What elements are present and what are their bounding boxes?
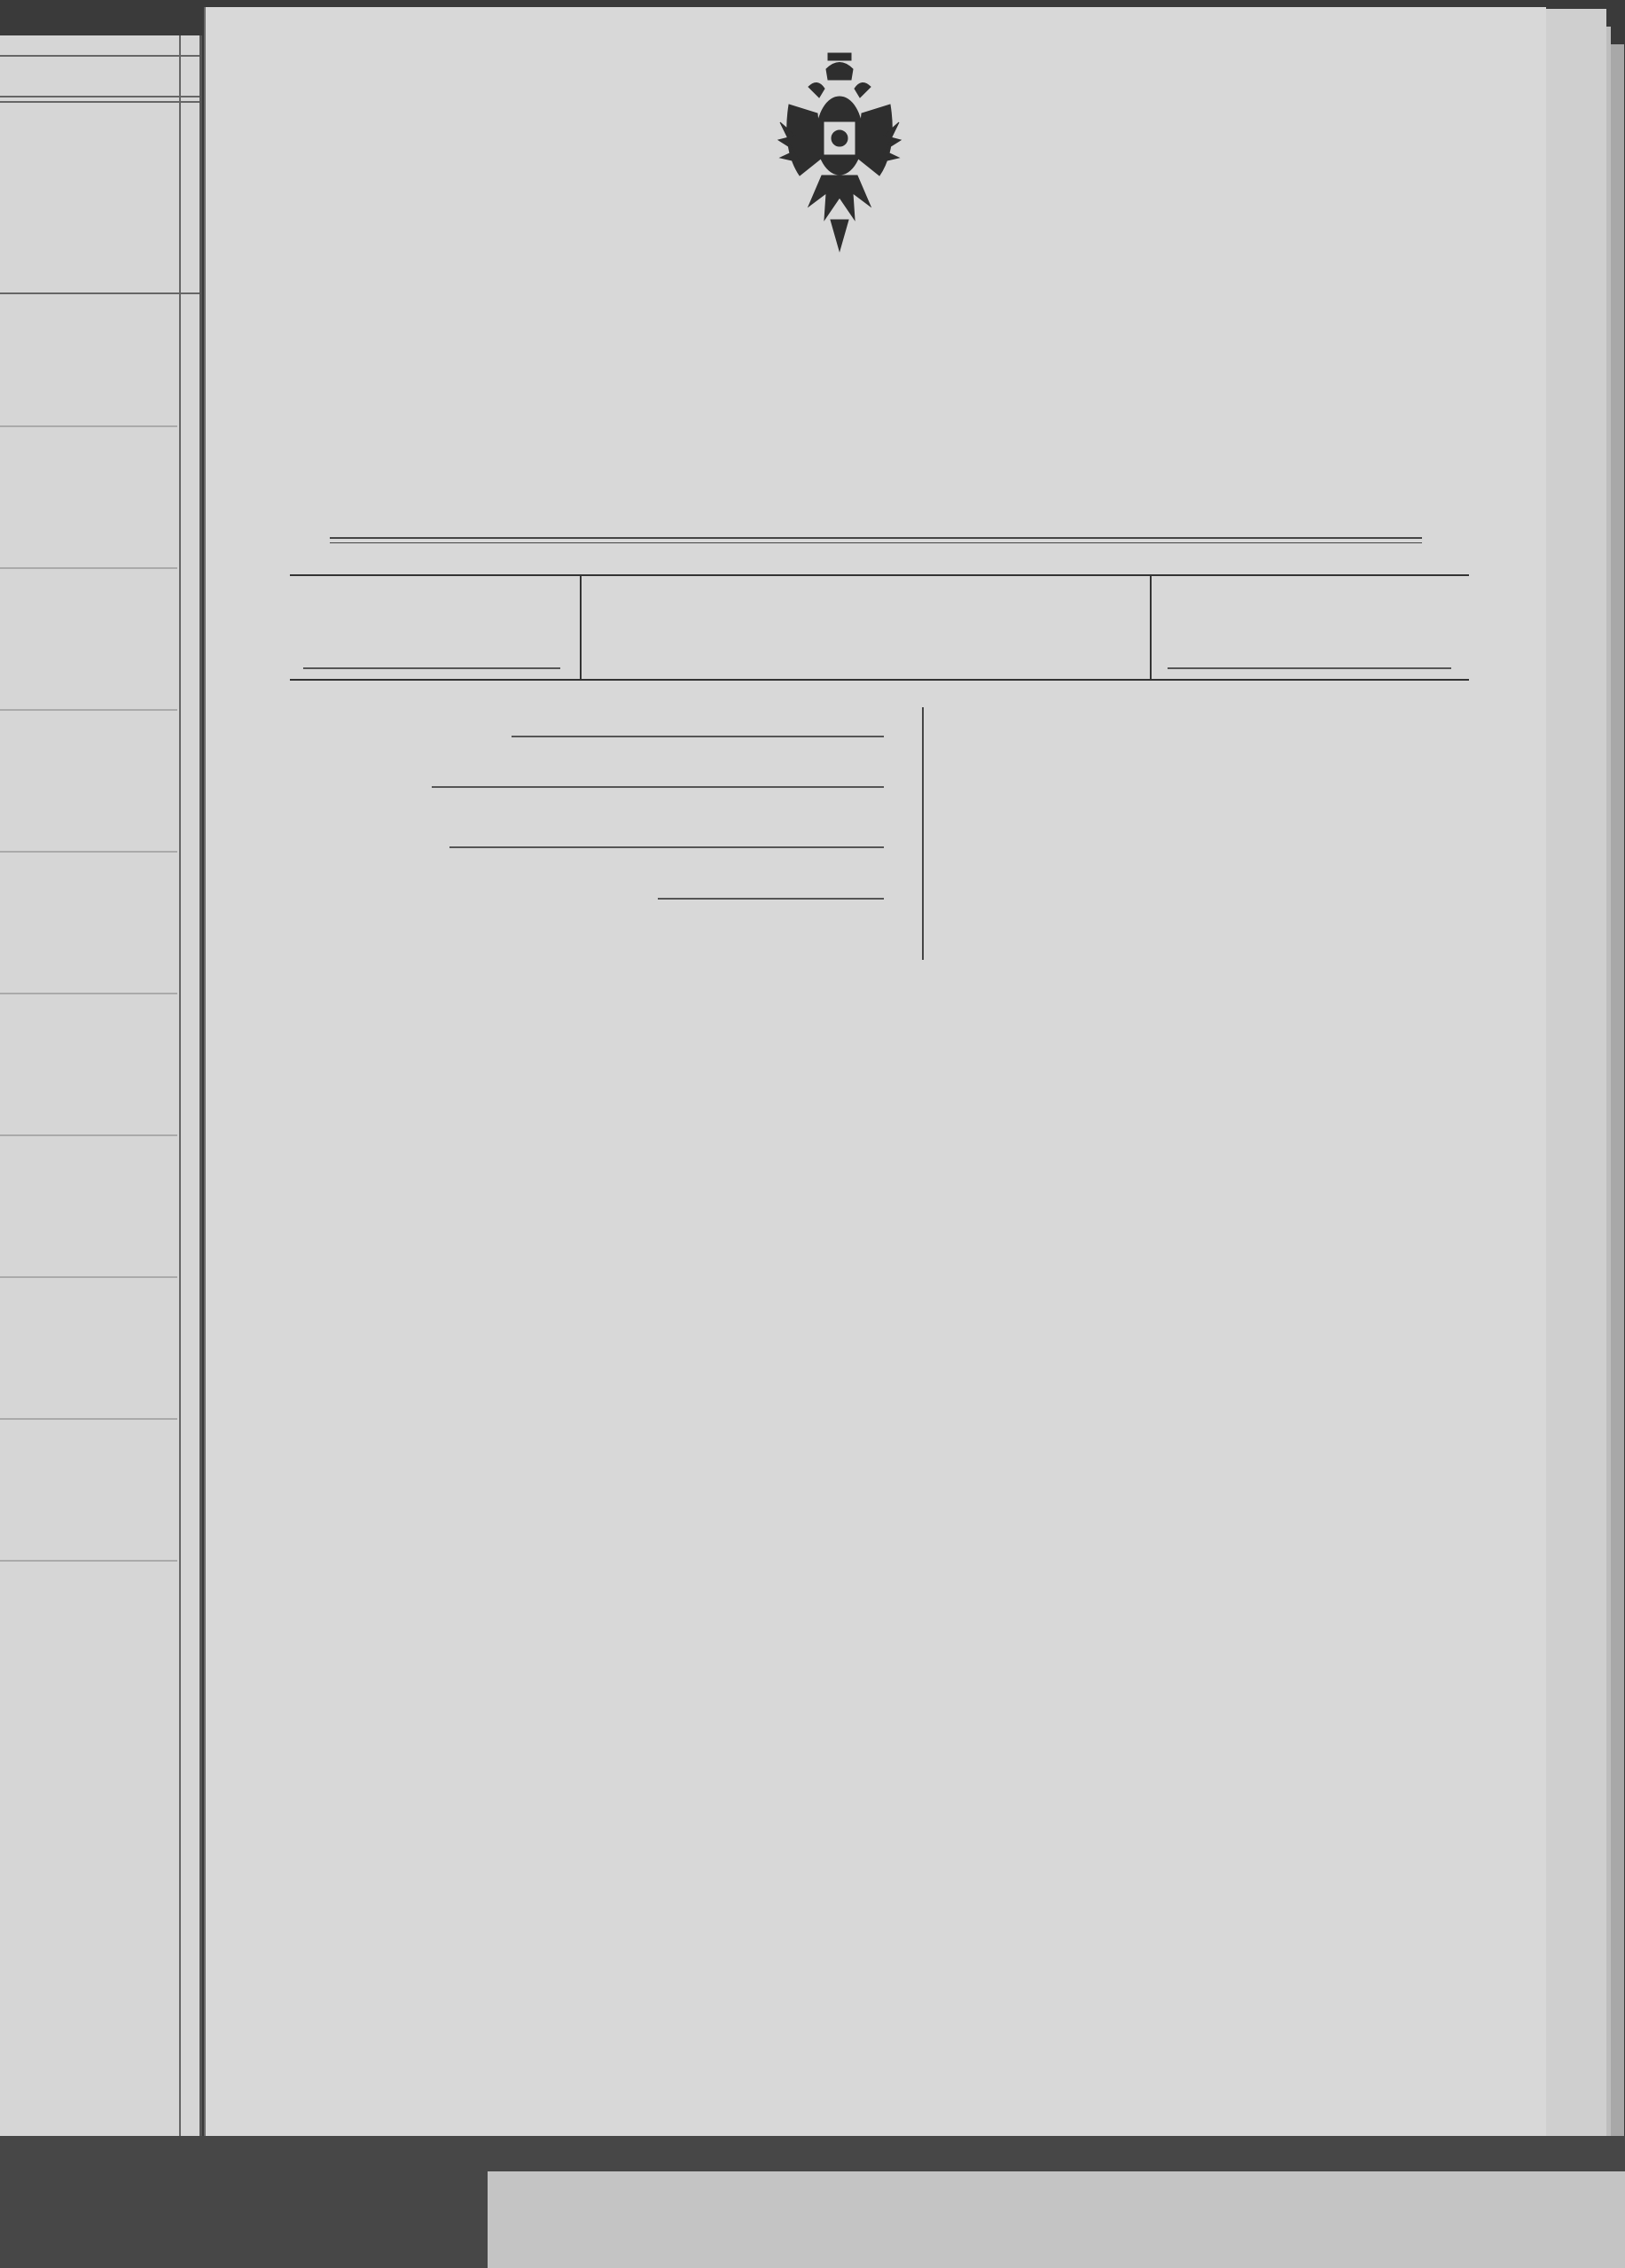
rule <box>0 292 199 294</box>
underline <box>512 736 884 737</box>
rule <box>0 1134 177 1136</box>
page-edge <box>1543 9 1606 2136</box>
rule <box>0 851 177 853</box>
underline <box>1168 667 1451 669</box>
underline <box>658 898 884 900</box>
rule <box>0 55 199 57</box>
scanner-strip <box>488 2171 1625 2268</box>
underline <box>432 786 884 788</box>
rule <box>0 1560 177 1562</box>
rule <box>179 35 181 2136</box>
rule <box>1150 574 1152 681</box>
rule <box>0 993 177 994</box>
divider <box>330 537 1422 543</box>
rule <box>0 101 199 103</box>
underline <box>449 846 884 848</box>
rule <box>290 574 1469 576</box>
rule <box>0 1276 177 1278</box>
rule <box>0 425 177 427</box>
rule <box>922 707 924 960</box>
imperial-eagle-icon <box>773 51 906 255</box>
underline <box>303 667 560 669</box>
rule <box>290 679 1469 681</box>
rule <box>0 709 177 711</box>
rule <box>0 96 199 97</box>
adjacent-left-page <box>0 35 202 2136</box>
rule <box>0 1418 177 1420</box>
rule <box>0 567 177 569</box>
rule <box>580 574 582 681</box>
census-sheet <box>204 7 1546 2136</box>
